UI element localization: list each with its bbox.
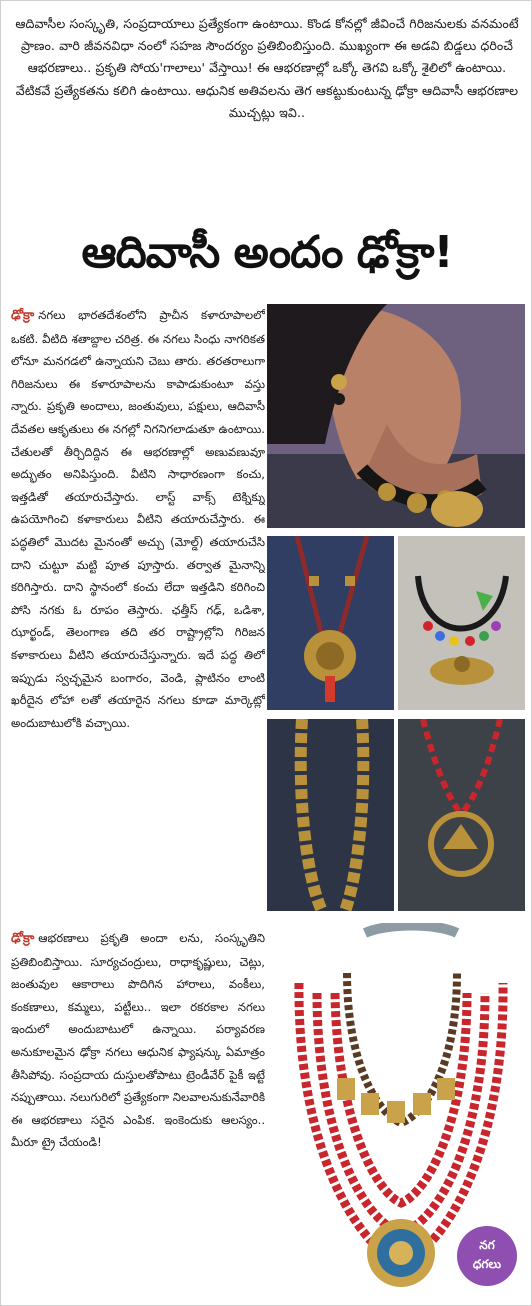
badge-line-1: నగ <box>479 1238 495 1252</box>
article-paragraph-2: ఆభరణాలు ప్రకృతి అందా లను, సంస్కృతిని ప్రతిబింబిస్తాయి. సూర్యచంద్రులు, రాధాకృష్ణులు, చెట్లు, జంతువుల ఆకారాలు పొదిగిన హారాలు, వంకీలు, కంకణాలు, కమ్మలు, పట్టీలు.. ఇలా రకరకాల నగలు ఇందులో అందుబాటులో ఉన్నాయి. పర్యావరణ అనుకూలమైన ఢోక్రా నగలు ఆధునిక ఫ్యాషన్కు ఏమాత్రం తీసిపోవు. సంప్రదాయ దుస్తులతోపాటు ట్రెండీవేర్ పైకీ ఇట్టే నప్పుతాయి. నలుగురిలో ప్రత్యేకంగా నిలవాలనుకునేవారికి ఈ ఆభరణాలు సరైన ఎంపిక. ఇంకెందుకు ఆలస్యం.. మీరూ ట్రై చేయండి! <box>11 931 265 1150</box>
photo-woman-necklace <box>267 304 525 528</box>
article-column-1 <box>11 304 265 916</box>
headline: ఆదివాసీ అందం ఢోక్రా! <box>81 227 453 278</box>
intro-paragraph: ఆదివాసీల సంస్కృతి, సంప్రదాయాలు ప్రత్యేకంగా ఉంటాయి. కొండ కోనల్లో జీవించే గిరిజనులకు వనమంటే ప్రాణం. వారి జీవనవిధా నంలో సహజ సౌందర్యం ప్రతిబింబిస్తుంది. ముఖ్యంగా ఈ అడవి బిడ్డలు ధరించే ఆభరణాలు.. ప్రకృతి సోయ'గాలాలు' వేస్తాయి! ఈ ఆభరణాల్లో ఒక్కో తెగవి ఒక్కో శైలిలో ఉంటాయి. వేటికవే ప్రత్యేకతను కలిగి ఉంటాయి. ఆధునిక అతివలను తెగ ఆకట్టుకుంటున్న ఢోక్రా ఆదివాసీ ఆభరణాల ముచ్చట్లు ఇవి.. <box>15 16 519 120</box>
photo-round-pendant <box>398 719 525 911</box>
article-column-2 <box>11 927 265 1297</box>
lead-word: ఢోక్రా <box>11 308 35 323</box>
photo-brass-chain <box>267 719 394 911</box>
lead-word: ఢోక్రా <box>11 931 35 946</box>
article-paragraph-1: నగలు భారతదేశంలోని ప్రాచీన కళారూపాలలో ఒకటి. వీటిది శతాబ్దాల చరిత్ర. ఈ నగలు సింధు నాగరికత లోనూ మనగడలో ఉన్నాయని చెబు తారు. తరతరాలుగా గిరిజనులు ఈ కళారూపాలను కాపాడుకుంటూ వస్తు న్నారు. ప్రకృతి అందాలు, జంతువులు, పక్షులు, ఆదివాసీ దేవతల ఆకృతులు ఈ నగల్లో నిగనిగలాడుతూ ఉంటాయి. చేతులతో తీర్చిదిద్దిన ఈ ఆభరణాల్లో అణువణువూ అద్భుతం అనిపిస్తుంది. వీటిని సాధారణంగా కంచు, ఇత్తడితో తయారుచేస్తారు. లాస్ట్ వాక్స్ టెక్నిక్ను ఉపయోగించి కళాకారులు వీటిని తయారుచేస్తారు. ఈ పద్ధతిలో మొదట మైనంతో అచ్చు (మోల్డ్) తయారుచేసి దాని చుట్టూ మట్టి పూత పూస్తారు. తర్వాత మైనాన్ని కరిగిస్తారు. దాని స్థానంలో కంచు లేదా ఇత్తడిని కరిగించి పోసి నగకు ఓ రూపం తెస్తారు. ఛత్తీస్ గఢ్, ఒడిశా, ఝార్ఖండ్, తెలంగాణ తది తర రాష్ట్రాల్లోని గిరిజన కళాకారులు వీటిని తయారుచేస్తున్నారు. ఇదే పద్ధ తిలో ఇప్పుడు స్వచ్ఛమైన బంగారం, వెండి, ప్లాటినం లాంటి ఖరీదైన లోహా లతో తయారైన నగలు కూడా మార్కెట్లో అందుబాటులోకి వచ్చాయి. <box>11 308 265 730</box>
badge-line-2: ధగలు <box>472 1257 502 1271</box>
photo-necklace-red-tassel <box>267 536 394 710</box>
photo-colorful-beads <box>398 536 525 710</box>
section-badge <box>457 1226 517 1286</box>
